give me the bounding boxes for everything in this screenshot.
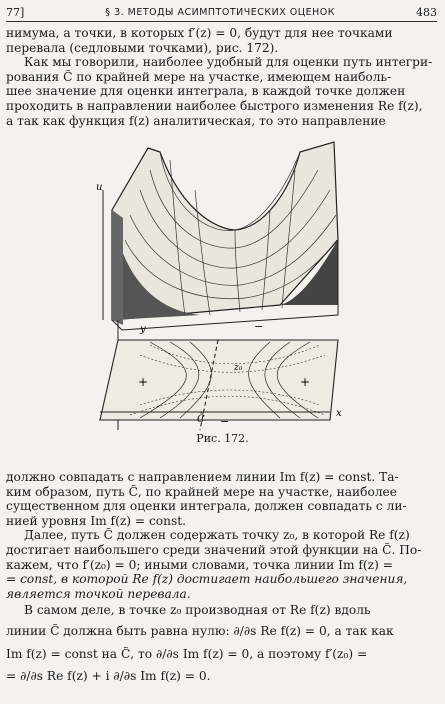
text-line: шее значение для оценки интеграла, в каждой точке должен xyxy=(6,84,406,99)
text-line: кажем, что f′(z₀) = 0; иными словами, точка линии Im f(z) = xyxy=(6,557,393,572)
figure-lower-axes xyxy=(0,400,445,430)
u-axis-label: u xyxy=(96,182,103,193)
figure-caption: Рис. 172. xyxy=(196,432,249,445)
bottom-paragraphs xyxy=(6,470,437,684)
text-line: В самом деле, в точке z₀ производная от Re f(z) вдоль xyxy=(24,603,371,618)
page-number: 483 xyxy=(415,5,437,19)
text-line: рования C̃ по крайней мере на участке, имеющем наиболь- xyxy=(6,69,392,84)
minus-bottom-label: − xyxy=(220,415,230,428)
text-line: линии C̃ должна быть равна нулю: ∂/∂s Re f(z) = 0, а так как xyxy=(6,623,394,638)
plus-right-label: + xyxy=(300,375,311,389)
text-line: существенном для оценки интеграла, должен совпадать с ли- xyxy=(6,499,407,514)
header-rule xyxy=(6,21,437,22)
running-header xyxy=(6,4,437,20)
text-line: проходить в направлении наиболее быстрого изменения Re f(z), xyxy=(6,98,423,113)
text-line: должно совпадать с направлением линии Im f(z) = const. Та- xyxy=(6,470,399,484)
text-line: является точкой перевала. xyxy=(6,586,191,601)
text-line: нией уровня Im f(z) = const. xyxy=(6,513,186,528)
text-line: перевала (седловыми точками), рис. 172). xyxy=(6,40,279,55)
plus-left-label: + xyxy=(138,375,149,389)
text-line: а так как функция f(z) аналитическая, то это направление xyxy=(6,113,386,128)
text-line: Im f(z) = const на C̃, то ∂/∂s Im f(z) = 0, а поэтому f′(z₀) = xyxy=(6,646,368,661)
y-axis-label: y xyxy=(140,324,146,335)
text-line: = const, в которой Re f(z) достигает наибольшего значения, xyxy=(6,572,408,587)
text-line: ким образом, путь C̃, по крайней мере на участке, наиболее xyxy=(6,484,397,499)
text-line: = ∂/∂s Re f(z) + i ∂/∂s Im f(z) = 0. xyxy=(6,669,211,684)
minus-top-label: − xyxy=(254,320,264,333)
text-line: Как мы говорили, наиболее удобный для оценки путь интегри- xyxy=(24,55,433,70)
top-paragraphs xyxy=(6,26,437,128)
text-line: Далее, путь C̃ должен содержать точку z₀, в которой Re f(z) xyxy=(24,528,410,543)
x-axis-label: x xyxy=(336,408,342,419)
z0-label: z₀ xyxy=(234,363,243,373)
text-line: нимума, а точки, в которых f′(z) = 0, будут для нее точками xyxy=(6,26,393,40)
saddle-wall xyxy=(112,210,123,325)
saddle-figure xyxy=(0,130,445,430)
text-line: достигает наибольшего среди значений этой функции на C̃. По- xyxy=(6,542,422,557)
c-path-label: C̃ xyxy=(197,414,205,425)
header-left: 77] xyxy=(6,5,25,19)
header-title: § 3. МЕТОДЫ АСИМПТОТИЧЕСКИХ ОЦЕНОК xyxy=(105,6,335,18)
